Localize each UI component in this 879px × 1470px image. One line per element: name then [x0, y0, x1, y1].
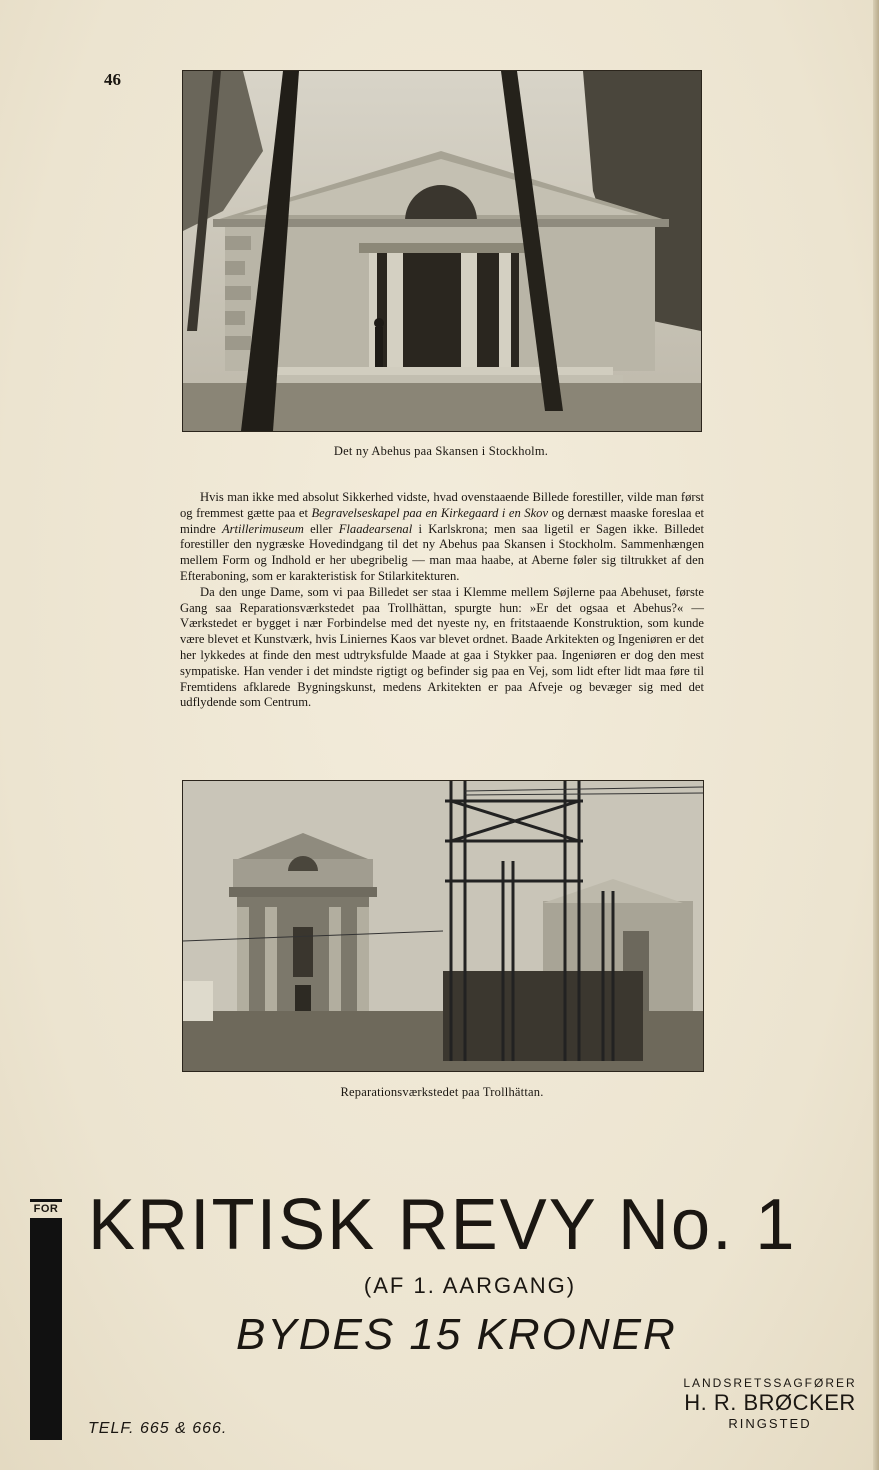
advert-signature [672, 1376, 868, 1431]
advert-subtitle: (AF 1. AARGANG) [363, 1273, 577, 1298]
page-number: 46 [104, 70, 121, 89]
photo-caption: Reparationsværkstedet paa Trollhättan. [340, 1085, 544, 1099]
advert-side-bar [30, 1218, 62, 1440]
article-paragraph: Hvis man ikke med absolut Sikkerhed vidste, hvad ovenstaaende Billede forestiller, vilde man først og fremmest gætte paa et Begravelseskapel paa en Kirkegaard i en Skov og dernæst maaske foreslaa et mindre Artillerimuseum eller Flaadearsenal i Karlskrona; men saa ligetil er Sagen ikke. Billedet forestiller den nygræske Hovedindgang til det ny Abehus paa Skansen i Stockholm. Sammenhængen mellem Form og Indhold er her ubegribelig — man maa haabe, at Aberne føler sig tiltrukket af den Efteraboning, som er karakteristisk for Stilarkitekturen. [180, 490, 705, 583]
repair-workshop-illustration [183, 781, 703, 1071]
advert-price: BYDES 15 KRONER [236, 1310, 677, 1359]
advert-rule [30, 1199, 62, 1202]
photo-caption: Det ny Abehus paa Skansen i Stockholm. [333, 444, 549, 458]
photo-ape-house [182, 70, 702, 432]
article-paragraph: Da den unge Dame, som vi paa Billedet ser staa i Klemme mellem Søjlerne paa Abehuset, første Gang saa Reparationsværkstedet paa Trollhättan, spurgte hun: »Er det ogsaa et Abehus?« — Værkstedet er bygget i nær Forbindelse med det nyeste ny, en fritstaaende Konstruktion, som kunde være blevet et Kunstværk, hvis Liniernes Kaos var blevet ordnet. Baade Arkitekten og Ingeniøren er det her lykkedes at finde den mest udtryksfulde Maade at gaa i Stykker paa. Ingeniøren er dog den mest sympatiske. Han vender i det mindste rigtigt og befinder sig paa en Vej, som lidt efter lidt maa føre til Fremtidens afklarede Bygningskunst, medens Arkitekten er paa Afveje og bevæger sig med det udflydende som Centrum. [180, 584, 704, 710]
advert-telephone: TELF. 665 & 666. [88, 1420, 228, 1437]
article-text [180, 490, 704, 711]
ape-house-illustration [183, 71, 701, 431]
signature-role: LANDSRETSSAGFØRER [683, 1376, 857, 1390]
advert-title: KRITISK REVY No. 1 [88, 1185, 797, 1265]
page-edge [873, 0, 879, 1470]
signature-place: RINGSTED [728, 1416, 812, 1431]
signature-name: H. R. BRØCKER [684, 1390, 856, 1415]
photo-repair-workshop [182, 780, 704, 1072]
advert-for-label: FOR [33, 1203, 59, 1215]
